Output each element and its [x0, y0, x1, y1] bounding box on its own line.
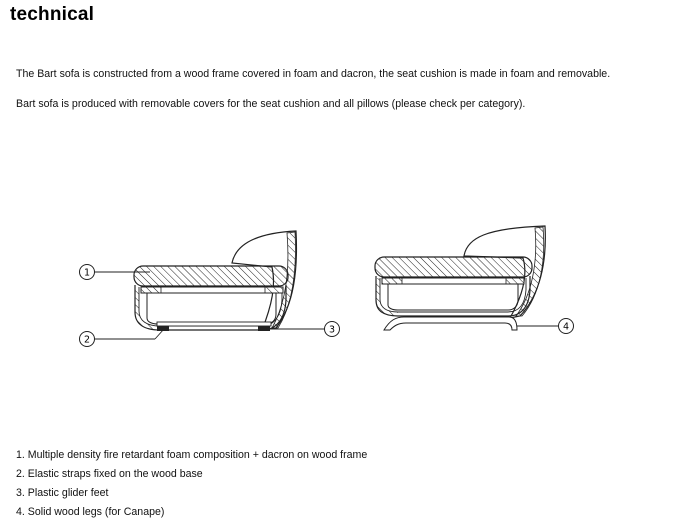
callout-2	[80, 332, 95, 347]
legend-item: 2. Elastic straps fixed on the wood base	[16, 468, 203, 480]
legend-item: 3. Plastic glider feet	[16, 487, 109, 499]
callout-1-label: 1	[83, 267, 91, 279]
legend-item: 1. Multiple density fire retardant foam composition + dacron on wood frame	[16, 449, 368, 461]
legend-list	[16, 446, 367, 522]
callout-2-label: 2	[83, 334, 91, 346]
sofa-section-wood-legs	[375, 226, 545, 330]
covers-paragraph: Bart sofa is produced with removable covers for the seat cushion and all pillows (please check per category).	[16, 98, 526, 110]
callout-4-label: 4	[562, 321, 570, 333]
sofa-cross-section-diagram	[0, 215, 694, 355]
page-title: technical	[10, 4, 95, 25]
callout-3	[325, 322, 340, 337]
callout-1	[80, 265, 95, 280]
callout-4	[559, 319, 574, 334]
callout-3-label: 3	[328, 324, 336, 336]
sofa-section-glider-feet	[134, 231, 296, 331]
legend-item: 4. Solid wood legs (for Canape)	[16, 506, 165, 518]
construction-paragraph: The Bart sofa is constructed from a wood frame covered in foam and dacron, the seat cushion is made in foam and removable.	[16, 68, 611, 80]
